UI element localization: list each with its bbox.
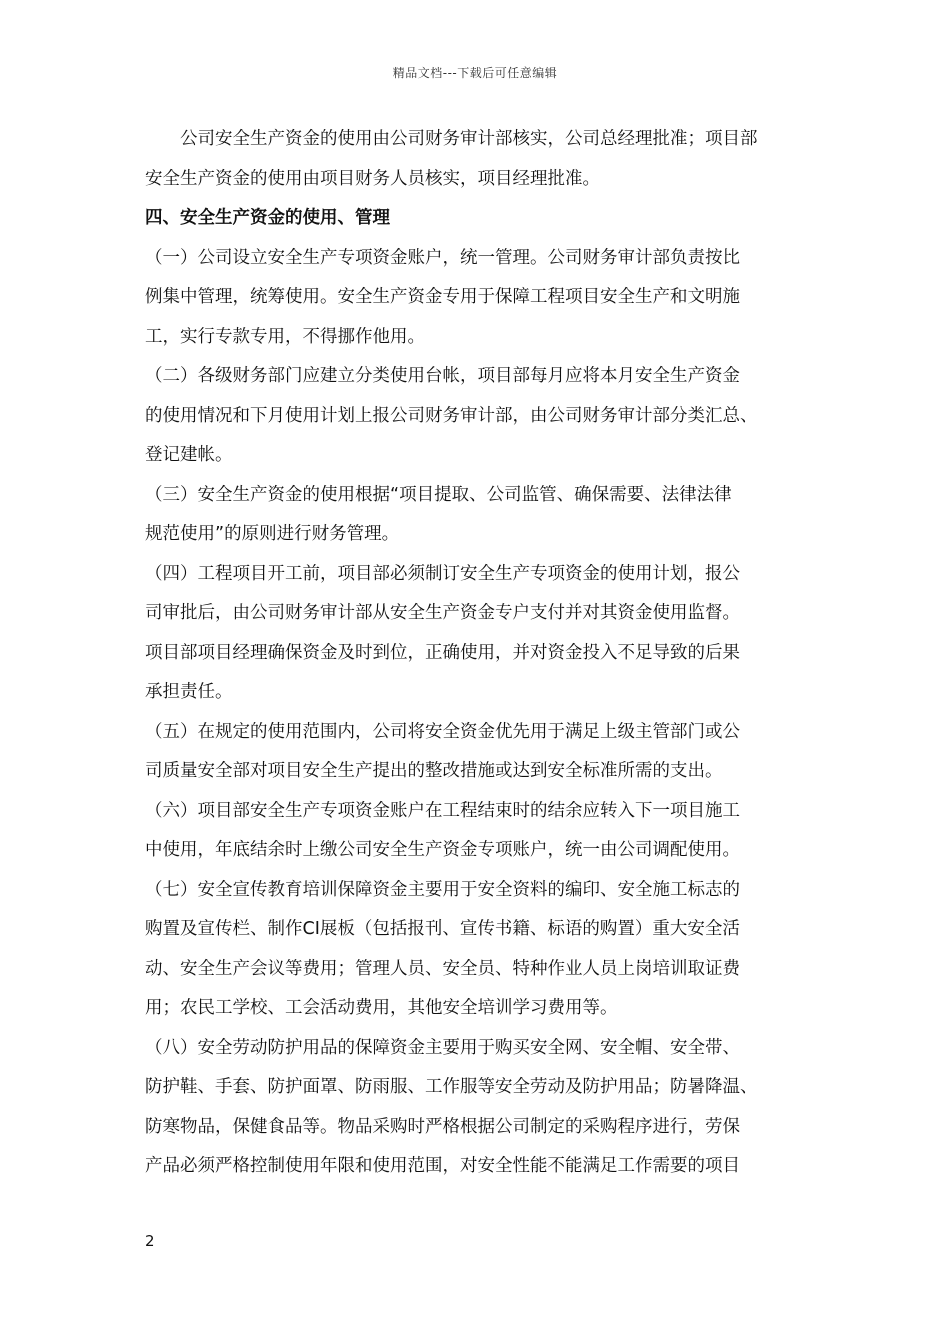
paragraph-line: （一）公司设立安全生产专项资金账户，统一管理。公司财务审计部负责按比 bbox=[145, 247, 740, 268]
paragraph-line: 例集中管理，统筹使用。安全生产资金专用于保障工程项目安全生产和文明施 bbox=[145, 287, 740, 307]
paragraph-line: 工，实行专款专用，不得挪作他用。 bbox=[145, 326, 425, 347]
paragraph-line: 承担责任。 bbox=[145, 682, 233, 702]
paragraph-line: 公司安全生产资金的使用由公司财务审计部核实，公司总经理批准；项目部 bbox=[145, 129, 758, 149]
paragraph-line: 规范使用”的原则进行财务管理。 bbox=[145, 524, 400, 544]
paragraph-line: 安全生产资金的使用由项目财务人员核实，项目经理批准。 bbox=[145, 168, 600, 189]
paragraph-line: （三）安全生产资金的使用根据“项目提取、公司监管、确保需要、法律法律 bbox=[145, 484, 732, 505]
page-header: 精品文档---下载后可任意编辑 bbox=[392, 66, 558, 80]
paragraph-line: （二）各级财务部门应建立分类使用台帐，项目部每月应将本月安全生产资金 bbox=[145, 366, 740, 386]
section-heading: 四、安全生产资金的使用、管理 bbox=[145, 208, 390, 228]
paragraph-line: 防寒物品，保健食品等。物品采购时严格根据公司制定的采购程序进行，劳保 bbox=[145, 1116, 740, 1137]
paragraph-line: （四）工程项目开工前，项目部必须制订安全生产专项资金的使用计划，报公 bbox=[145, 563, 740, 584]
paragraph-line: 的使用情况和下月使用计划上报公司财务审计部，由公司财务审计部分类汇总、 bbox=[145, 405, 758, 426]
paragraph-line: 中使用，年底结余时上缴公司安全生产资金专项账户，统一由公司调配使用。 bbox=[145, 840, 740, 860]
paragraph-line: 购置及宣传栏、制作CI展板（包括报刊、宣传书籍、标语的购置）重大安全活 bbox=[145, 919, 740, 939]
page-number: 2 bbox=[145, 1232, 155, 1250]
paragraph-line: 司审批后，由公司财务审计部从安全生产资金专户支付并对其资金使用监督。 bbox=[145, 603, 740, 623]
paragraph-line: 动、安全生产会议等费用；管理人员、安全员、特种作业人员上岗培训取证费 bbox=[145, 958, 740, 979]
document-body bbox=[145, 120, 820, 1187]
paragraph-line: 司质量安全部对项目安全生产提出的整改措施或达到安全标准所需的支出。 bbox=[145, 761, 723, 781]
paragraph-line: （五）在规定的使用范围内，公司将安全资金优先用于满足上级主管部门或公 bbox=[145, 721, 740, 742]
paragraph-line: 产品必须严格控制使用年限和使用范围，对安全性能不能满足工作需要的项目 bbox=[145, 1156, 740, 1176]
paragraph-line: （六）项目部安全生产专项资金账户在工程结束时的结余应转入下一项目施工 bbox=[145, 800, 740, 821]
paragraph-line: （八）安全劳动防护用品的保障资金主要用于购买安全网、安全帽、安全带、 bbox=[145, 1037, 740, 1058]
paragraph-line: 防护鞋、手套、防护面罩、防雨服、工作服等安全劳动及防护用品；防暑降温、 bbox=[145, 1077, 758, 1097]
paragraph-line: 用；农民工学校、工会活动费用，其他安全培训学习费用等。 bbox=[145, 998, 618, 1018]
paragraph-line: 登记建帐。 bbox=[145, 445, 233, 465]
paragraph-line: 项目部项目经理确保资金及时到位，正确使用，并对资金投入不足导致的后果 bbox=[145, 642, 740, 663]
paragraph-line: （七）安全宣传教育培训保障资金主要用于安全资料的编印、安全施工标志的 bbox=[145, 879, 740, 900]
